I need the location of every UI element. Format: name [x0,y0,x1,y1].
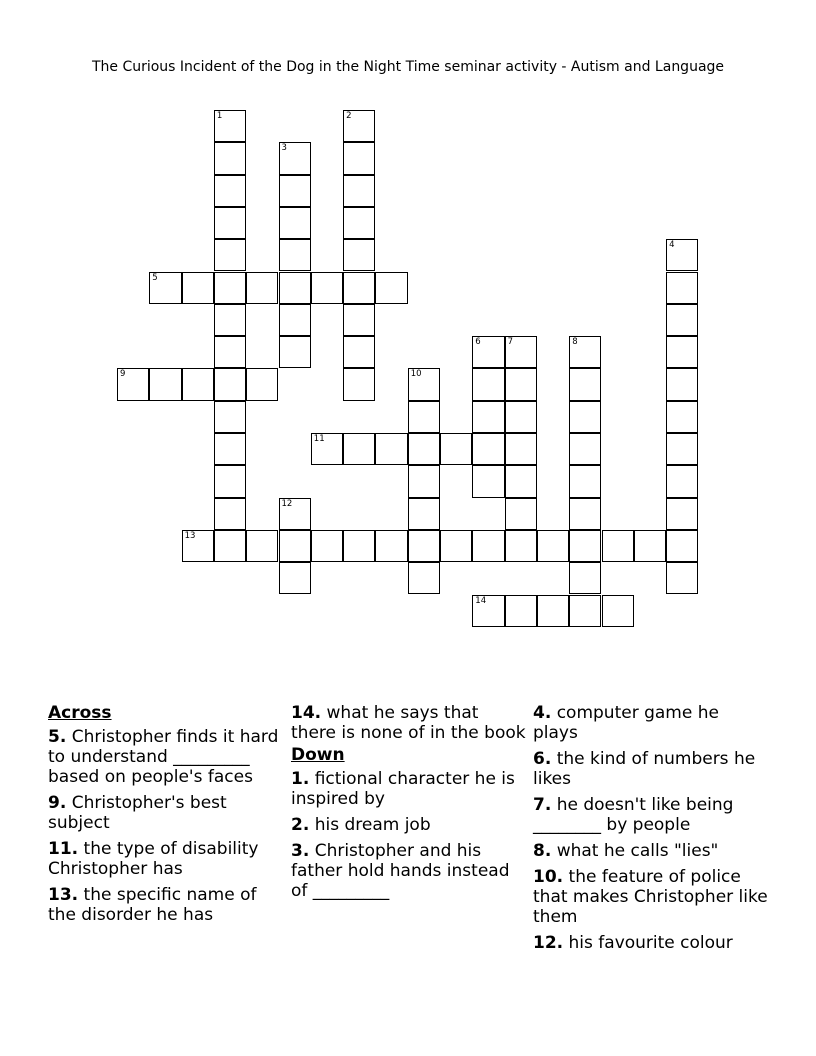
grid-cell[interactable] [375,530,407,562]
grid-cell[interactable] [408,562,440,594]
clue-text: the specific name of the disorder he has [48,885,257,925]
grid-cell[interactable] [666,304,698,336]
grid-cell[interactable] [666,239,698,271]
grid-cell[interactable] [505,433,537,465]
clue-text: the kind of numbers he likes [533,749,756,789]
grid-cell[interactable] [472,368,504,400]
grid-cell[interactable] [569,530,601,562]
grid-cell[interactable] [214,498,246,530]
clue-text: the feature of police that makes Christopher like them [533,867,768,927]
grid-cell[interactable] [408,401,440,433]
down-heading: Down [291,745,345,765]
grid-cell[interactable] [117,368,149,400]
grid-cell[interactable] [666,465,698,497]
grid-cell[interactable] [214,530,246,562]
cell-number: 3 [281,143,287,154]
grid-cell[interactable] [666,433,698,465]
clue-text: computer game he plays [533,703,719,743]
grid-cell[interactable] [246,272,278,304]
clue-down-7 [533,795,769,835]
grid-cell[interactable] [505,530,537,562]
grid-cell[interactable] [343,175,375,207]
cell-number: 1 [216,111,223,121]
clues-column-2 [291,703,527,907]
clue-number: 14. [291,703,322,723]
grid-cell[interactable] [634,530,666,562]
across-heading: Across [48,703,112,723]
clue-number: 3. [291,841,310,861]
grid-cell[interactable] [279,272,311,304]
grid-cell[interactable] [343,530,375,562]
grid-cell[interactable] [569,368,601,400]
grid-cell[interactable] [472,530,504,562]
grid-cell[interactable] [343,239,375,271]
grid-cell[interactable] [569,401,601,433]
clue-text: his favourite colour [563,933,733,953]
grid-cell[interactable] [279,239,311,271]
cell-number: 2 [346,111,352,121]
grid-cell[interactable] [343,433,375,465]
grid-cell[interactable] [311,272,343,304]
grid-cell[interactable] [666,401,698,433]
grid-cell[interactable] [214,110,246,142]
clue-number: 11. [48,839,79,859]
grid-cell[interactable] [214,336,246,368]
grid-cell[interactable] [343,207,375,239]
grid-cell[interactable] [505,336,537,368]
grid-cell[interactable] [472,401,504,433]
grid-cell[interactable] [311,433,343,465]
grid-cell[interactable] [279,142,311,174]
grid-cell[interactable] [408,368,440,400]
grid-cell[interactable] [214,433,246,465]
clue-across-14 [291,703,527,743]
clue-down-2 [291,815,527,835]
clue-number: 6. [533,749,552,769]
clue-number: 7. [533,795,552,815]
grid-cell[interactable] [279,175,311,207]
grid-cell[interactable] [408,465,440,497]
grid-cell[interactable] [214,239,246,271]
grid-cell[interactable] [343,336,375,368]
grid-cell[interactable] [569,336,601,368]
clue-down-4 [533,703,769,743]
clues-column-1 [48,703,284,931]
grid-cell[interactable] [343,272,375,304]
grid-cell[interactable] [472,336,504,368]
grid-cell[interactable] [279,498,311,530]
grid-cell[interactable] [666,562,698,594]
grid-cell[interactable] [440,433,472,465]
grid-cell[interactable] [408,433,440,465]
grid-cell[interactable] [279,336,311,368]
grid-cell[interactable] [505,595,537,627]
grid-cell[interactable] [666,530,698,562]
grid-cell[interactable] [279,207,311,239]
clue-text: what he calls "lies" [551,841,719,861]
clue-number: 12. [533,933,564,953]
grid-cell[interactable] [343,304,375,336]
grid-cell[interactable] [569,595,601,627]
grid-cell[interactable] [343,368,375,400]
grid-cell[interactable] [666,498,698,530]
clue-text: his dream job [309,815,431,835]
clue-text: Christopher's best subject [48,793,227,833]
clue-text: Christopher finds it hard to understand _________ based on people's faces [48,727,279,787]
grid-cell[interactable] [666,336,698,368]
clue-text: he doesn't like being ________ by people [533,795,734,835]
clue-text: Christopher and his father hold hands instead of _________ [291,841,510,901]
cell-number: 10 [410,369,422,380]
grid-cell[interactable] [375,433,407,465]
clue-down-10 [533,867,769,927]
grid-cell[interactable] [182,368,214,400]
grid-cell[interactable] [279,530,311,562]
grid-cell[interactable] [279,304,311,336]
cell-number: 14 [475,595,487,606]
grid-cell[interactable] [569,433,601,465]
cell-number: 12 [281,498,293,509]
page-title: The Curious Incident of the Dog in the Night Time seminar activity - Autism and Language [91,59,725,75]
grid-cell[interactable] [472,433,504,465]
grid-cell[interactable] [666,272,698,304]
grid-cell[interactable] [214,465,246,497]
grid-cell[interactable] [343,110,375,142]
grid-cell[interactable] [666,368,698,400]
grid-cell[interactable] [149,272,181,304]
clue-number: 4. [533,703,552,723]
grid-cell[interactable] [537,595,569,627]
grid-cell[interactable] [246,368,278,400]
clue-number: 1. [291,769,310,789]
clue-across-11 [48,839,284,879]
grid-cell[interactable] [214,368,246,400]
clue-across-13 [48,885,284,925]
grid-cell[interactable] [408,498,440,530]
grid-cell[interactable] [214,304,246,336]
grid-cell[interactable] [214,142,246,174]
grid-cell[interactable] [602,595,634,627]
grid-cell[interactable] [246,530,278,562]
clue-number: 10. [533,867,564,887]
clue-text: fictional character he is inspired by [291,769,515,809]
grid-cell[interactable] [602,530,634,562]
cell-number: 9 [120,369,126,380]
clue-down-12 [533,933,769,953]
clue-number: 9. [48,793,67,813]
grid-cell[interactable] [214,272,246,304]
grid-cell[interactable] [408,530,440,562]
grid-cell[interactable] [343,142,375,174]
grid-cell[interactable] [569,465,601,497]
grid-cell[interactable] [472,595,504,627]
grid-cell[interactable] [311,530,343,562]
clue-number: 5. [48,727,67,747]
grid-cell[interactable] [569,498,601,530]
grid-cell[interactable] [505,368,537,400]
clue-across-9 [48,793,284,833]
clue-down-1 [291,769,527,809]
clue-number: 2. [291,815,310,835]
cell-number: 13 [184,530,196,541]
clue-number: 8. [533,841,552,861]
clue-across-5 [48,727,284,787]
clue-text: the type of disability Christopher has [48,839,259,879]
grid-cell[interactable] [149,368,181,400]
grid-cell[interactable] [505,498,537,530]
clue-down-8 [533,841,769,861]
grid-cell[interactable] [440,530,472,562]
grid-cell[interactable] [472,465,504,497]
cell-number: 8 [572,337,578,348]
grid-cell[interactable] [505,401,537,433]
grid-cell[interactable] [279,562,311,594]
clues-column-3 [533,703,769,959]
cell-number: 5 [152,272,158,283]
grid-cell[interactable] [375,272,407,304]
cell-number: 6 [475,337,481,348]
clue-text: what he says that there is none of in the book [291,703,526,743]
grid-cell[interactable] [505,465,537,497]
clue-down-3 [291,841,527,901]
grid-cell[interactable] [537,530,569,562]
grid-cell[interactable] [569,562,601,594]
grid-cell[interactable] [214,207,246,239]
cell-number: 7 [507,337,514,348]
grid-cell[interactable] [182,272,214,304]
grid-cell[interactable] [214,401,246,433]
grid-cell[interactable] [182,530,214,562]
clue-down-6 [533,749,769,789]
cell-number: 11 [313,434,325,444]
clue-number: 13. [48,885,79,905]
cell-number: 4 [669,240,675,251]
grid-cell[interactable] [214,175,246,207]
